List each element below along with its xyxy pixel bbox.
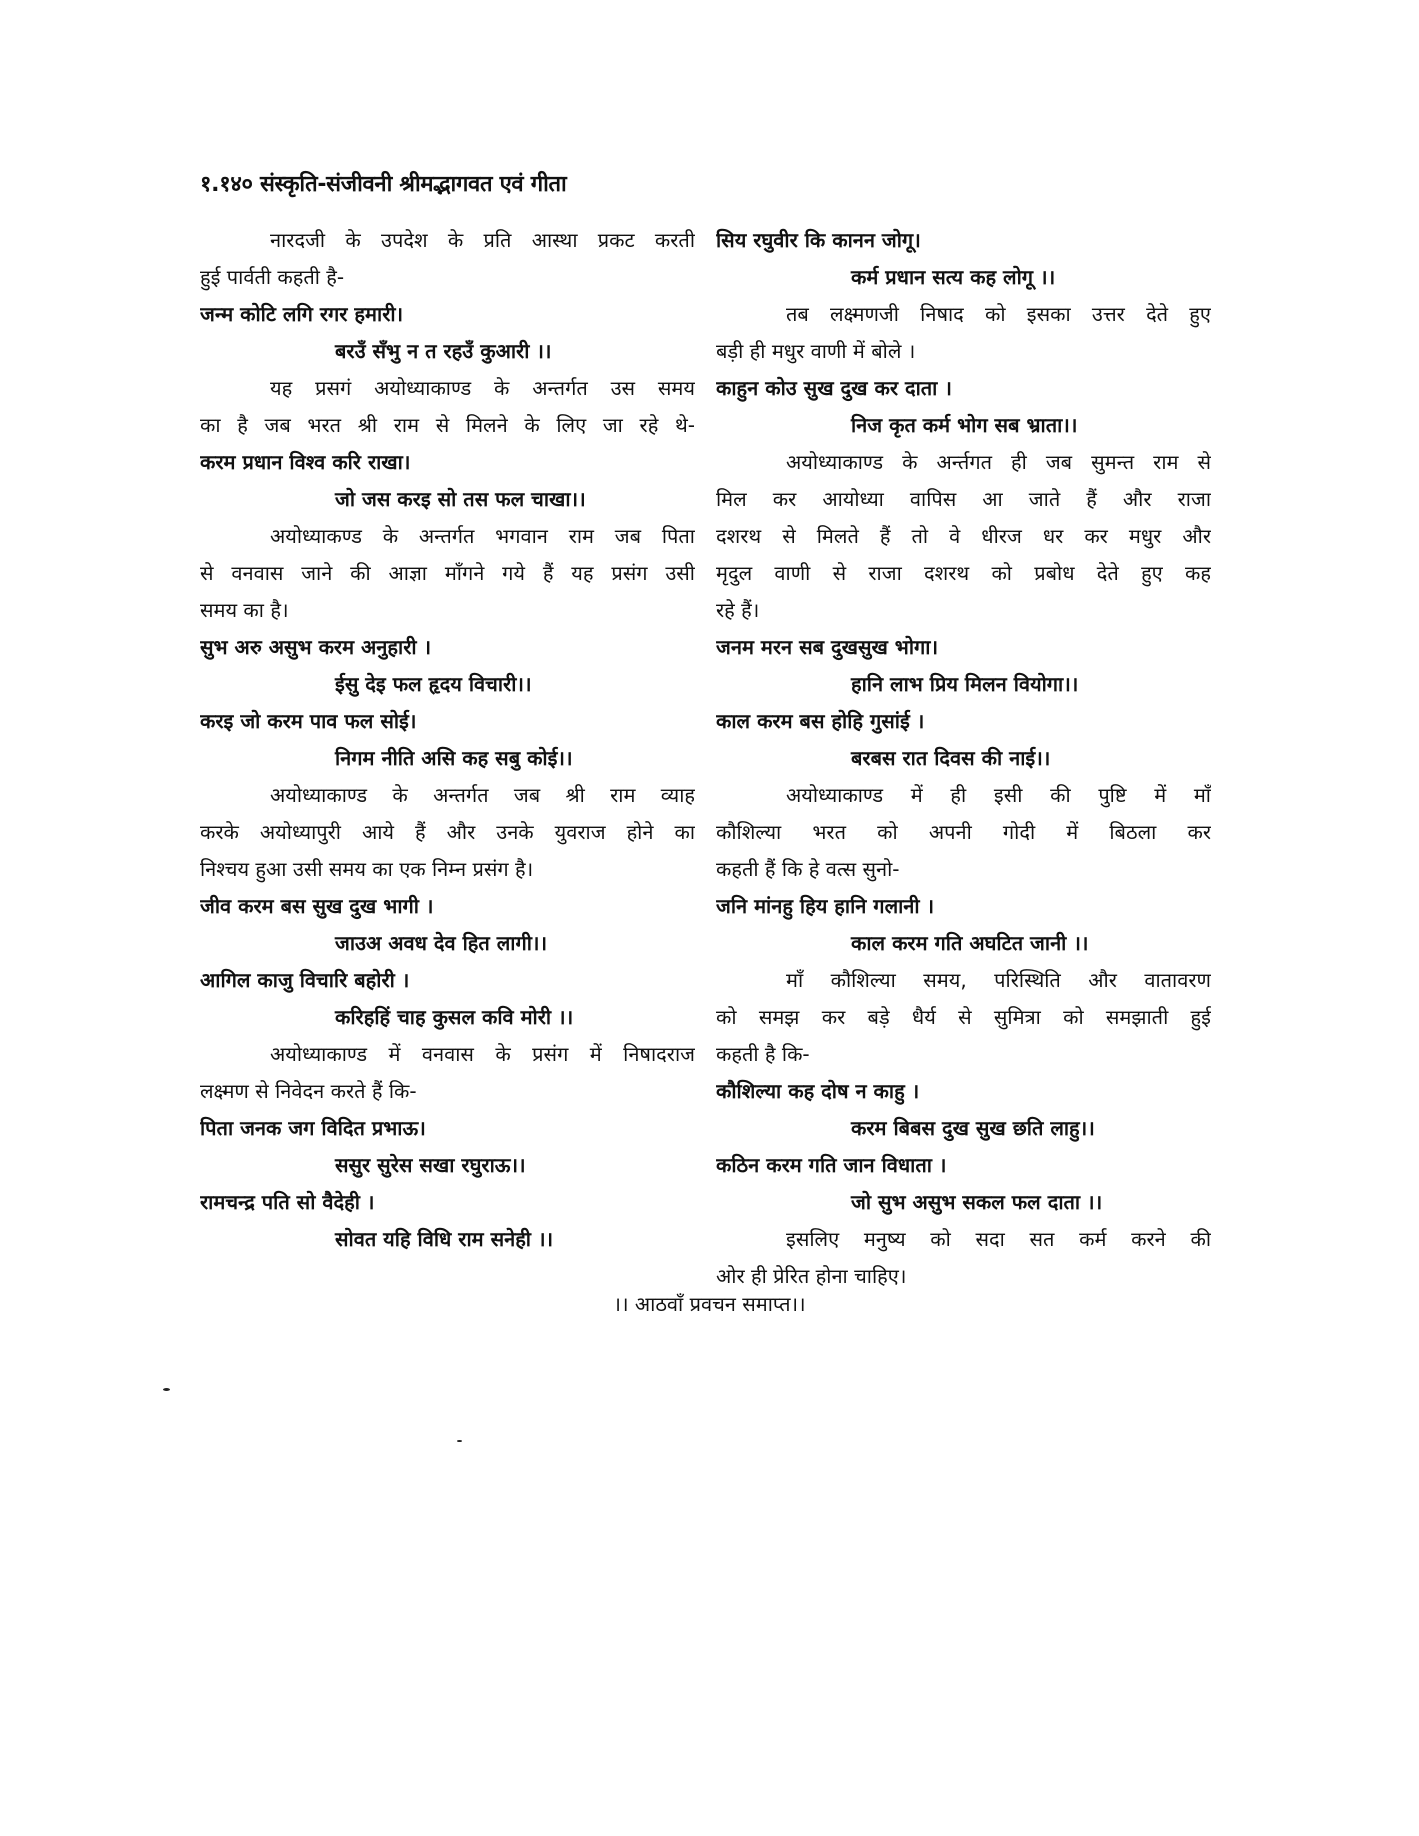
prose-line: इसलिए मनुष्य को सदा सत कर्म करने की bbox=[786, 1227, 1211, 1251]
verse-line: जो सुभ असुभ सकल फल दाता ।। bbox=[851, 1190, 1103, 1214]
verse-line: रामचन्द्र पति सो वैदेही । bbox=[200, 1190, 375, 1214]
verse-line: कठिन करम गति जान विधाता । bbox=[716, 1153, 947, 1177]
prose-line: कहती है कि- bbox=[716, 1042, 810, 1066]
verse-line: निज कृत कर्म भोग सब भ्राता।। bbox=[851, 413, 1078, 437]
scan-speck bbox=[457, 1440, 462, 1442]
verse-line: बरउँ सँभु न त रहउँ कुआरी ।। bbox=[335, 339, 552, 363]
prose-line: मृदुल वाणी से राजा दशरथ को प्रबोध देते हुए कह bbox=[716, 561, 1211, 585]
verse-line: काहुन कोउ सुख दुख कर दाता । bbox=[716, 376, 952, 400]
verse-line: कौशिल्या कह दोष न काहु । bbox=[716, 1079, 920, 1103]
prose-line: अयोध्याकाण्ड में वनवास के प्रसंग में निषादराज bbox=[270, 1042, 695, 1066]
verse-line: काल करम गति अघटित जानी ।। bbox=[851, 931, 1089, 955]
verse-line: पिता जनक जग विदित प्रभाऊ। bbox=[200, 1116, 426, 1140]
prose-line: हुई पार्वती कहती है- bbox=[200, 265, 345, 289]
prose-line: रहे हैं। bbox=[716, 598, 760, 622]
left-column bbox=[200, 222, 695, 1258]
verse-line: हानि लाभ प्रिय मिलन वियोगा।। bbox=[851, 672, 1079, 696]
verse-line: जीव करम बस सुख दुख भागी । bbox=[200, 894, 434, 918]
prose-line: निश्चय हुआ उसी समय का एक निम्न प्रसंग है। bbox=[200, 857, 534, 881]
verse-line: करम प्रधान विश्व करि राखा। bbox=[200, 450, 411, 474]
prose-line: लक्ष्मण से निवेदन करते हैं कि- bbox=[200, 1079, 417, 1103]
verse-line: काल करम बस होहि गुसांई । bbox=[716, 709, 925, 733]
verse-line: सुभ अरु असुभ करम अनुहारी । bbox=[200, 635, 432, 659]
prose-line: मिल कर आयोध्या वापिस आ जाते हैं और राजा bbox=[716, 487, 1211, 511]
prose-line: तब लक्ष्मणजी निषाद को इसका उत्तर देते हुए bbox=[786, 302, 1211, 326]
prose-line: ओर ही प्रेरित होना चाहिए। bbox=[716, 1264, 907, 1288]
prose-line: को समझ कर बड़े धैर्य से सुमित्रा को समझाती हुई bbox=[716, 1005, 1211, 1029]
prose-line: से वनवास जाने की आज्ञा माँगने गये हैं यह प्रसंग उसी bbox=[200, 561, 695, 585]
prose-line: बड़ी ही मधुर वाणी में बोले । bbox=[716, 339, 916, 363]
verse-line: सिय रघुवीर कि कानन जोगू। bbox=[716, 228, 921, 252]
verse-line: सोवत यहि विधि राम सनेही ।। bbox=[335, 1227, 554, 1251]
verse-line: बरबस रात दिवस की नाई।। bbox=[851, 746, 1051, 770]
prose-line: समय का है। bbox=[200, 598, 289, 622]
verse-line: जनम मरन सब दुखसुख भोगा। bbox=[716, 635, 939, 659]
verse-line: करइ जो करम पाव फल सोई। bbox=[200, 709, 417, 733]
verse-line: जो जस करइ सो तस फल चाखा।। bbox=[335, 487, 586, 511]
verse-line: कर्म प्रधान सत्य कह लोगू ।। bbox=[851, 265, 1056, 289]
prose-line: अयोध्याकण्ड के अन्तर्गत भगवान राम जब पिता bbox=[270, 524, 695, 548]
prose-line: अयोध्याकाण्ड के अन्तर्गत जब श्री राम व्याह bbox=[270, 783, 695, 807]
prose-line: का है जब भरत श्री राम से मिलने के लिए जा रहे थे- bbox=[200, 413, 695, 437]
verse-line: करिहहिं चाह कुसल कवि मोरी ।। bbox=[335, 1005, 574, 1029]
prose-line: दशरथ से मिलते हैं तो वे धीरज धर कर मधुर और bbox=[716, 524, 1211, 548]
prose-line: यह प्रसगं अयोध्याकाण्ड के अन्तर्गत उस समय bbox=[270, 376, 695, 400]
prose-line: कौशिल्या भरत को अपनी गोदी में बिठला कर bbox=[716, 820, 1211, 844]
verse-line: निगम नीति असि कह सबु कोई।। bbox=[335, 746, 573, 770]
prose-line: अयोध्याकाण्ड के अर्न्तगत ही जब सुमन्त राम से bbox=[786, 450, 1211, 474]
prose-line: माँ कौशिल्या समय, परिस्थिति और वातावरण bbox=[786, 968, 1211, 992]
verse-line: आगिल काजु विचारि बहोरी । bbox=[200, 968, 410, 992]
verse-line: ईसु देइ फल हृदय विचारी।। bbox=[335, 672, 532, 696]
prose-line: कहती हैं कि हे वत्स सुनो- bbox=[716, 857, 900, 881]
verse-line: जन्म कोटि लगि रगर हमारी। bbox=[200, 302, 404, 326]
scan-speck bbox=[163, 1388, 170, 1391]
prose-line: करके अयोध्यापुरी आये हैं और उनके युवराज होने का bbox=[200, 820, 695, 844]
verse-line: जाउअ अवध देव हित लागी।। bbox=[335, 931, 548, 955]
verse-line: ससुर सुरेस सखा रघुराऊ।। bbox=[335, 1153, 526, 1177]
verse-line: जनि मांनहु हिय हानि गलानी । bbox=[716, 894, 935, 918]
right-column bbox=[716, 222, 1211, 1295]
verse-line: करम बिबस दुख सुख छति लाहु।। bbox=[851, 1116, 1095, 1140]
page-header: १.१४० संस्कृति-संजीवनी श्रीमद्भागवत एवं गीता bbox=[200, 172, 567, 197]
chapter-closing-line: ।। आठवाँ प्रवचन समाप्त।। bbox=[613, 1292, 806, 1316]
prose-line: नारदजी के उपदेश के प्रति आस्था प्रकट करती bbox=[270, 228, 695, 252]
prose-line: अयोध्याकाण्ड में ही इसी की पुष्टि में माँ bbox=[786, 783, 1211, 807]
